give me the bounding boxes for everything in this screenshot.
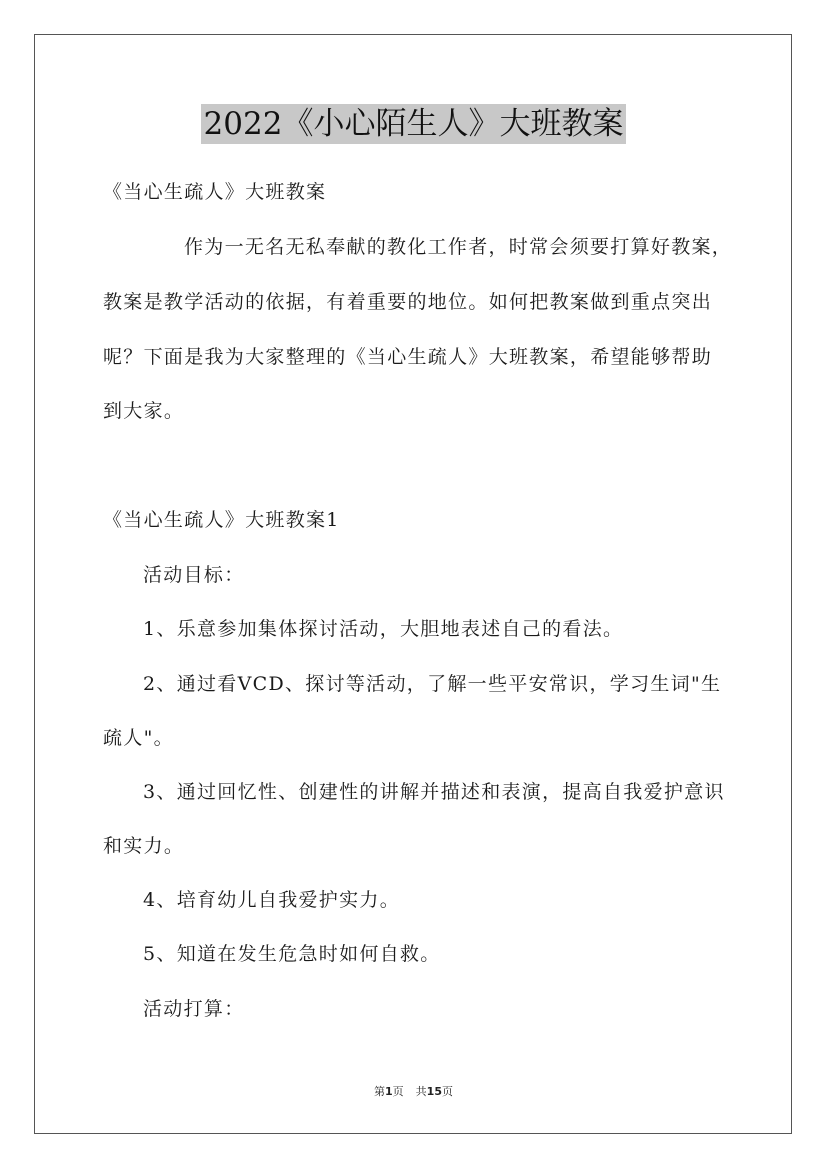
paragraph-line: 活动目标： bbox=[143, 564, 245, 586]
page-footer bbox=[0, 1085, 827, 1099]
paragraph-line: 到大家。 bbox=[103, 400, 185, 422]
paragraph-line: 1、乐意参加集体探讨活动，大胆地表述自己的看法。 bbox=[143, 618, 624, 640]
paragraph-line: 和实力。 bbox=[103, 835, 185, 857]
paragraph-line: 4、培育幼儿自我爱护实力。 bbox=[143, 889, 400, 911]
total-prefix: 共 bbox=[415, 1085, 427, 1098]
paragraph-line: 2、通过看VCD、探讨等活动，了解一些平安常识，学习生词"生 bbox=[143, 673, 722, 695]
page-current: 1 bbox=[385, 1085, 393, 1098]
page-prefix: 第 bbox=[374, 1085, 386, 1098]
paragraph-line: 5、知道在发生危急时如何自救。 bbox=[143, 943, 441, 965]
document-title: 2022《小心陌生人》大班教案 bbox=[201, 104, 627, 144]
paragraph-line: 活动打算： bbox=[143, 998, 245, 1020]
section-heading: 《当心生疏人》大班教案1 bbox=[103, 509, 340, 531]
title-wrap bbox=[0, 104, 827, 144]
paragraph-line: 3、通过回忆性、创建性的讲解并描述和表演，提高自我爱护意识 bbox=[143, 781, 725, 803]
paragraph-line: 教案是教学活动的依据，有着重要的地位。如何把教案做到重点突出 bbox=[103, 291, 713, 313]
total-pages: 15 bbox=[426, 1085, 442, 1098]
page-suffix: 页 bbox=[392, 1085, 404, 1098]
paragraph-line: 作为一无名无私奉献的教化工作者，时常会须要打算好教案， bbox=[184, 236, 733, 258]
total-suffix: 页 bbox=[441, 1085, 453, 1098]
paragraph-line: 疏人"。 bbox=[103, 727, 174, 749]
paragraph-line: 呢？下面是我为大家整理的《当心生疏人》大班教案，希望能够帮助 bbox=[103, 346, 713, 368]
section-heading: 《当心生疏人》大班教案 bbox=[103, 181, 327, 203]
